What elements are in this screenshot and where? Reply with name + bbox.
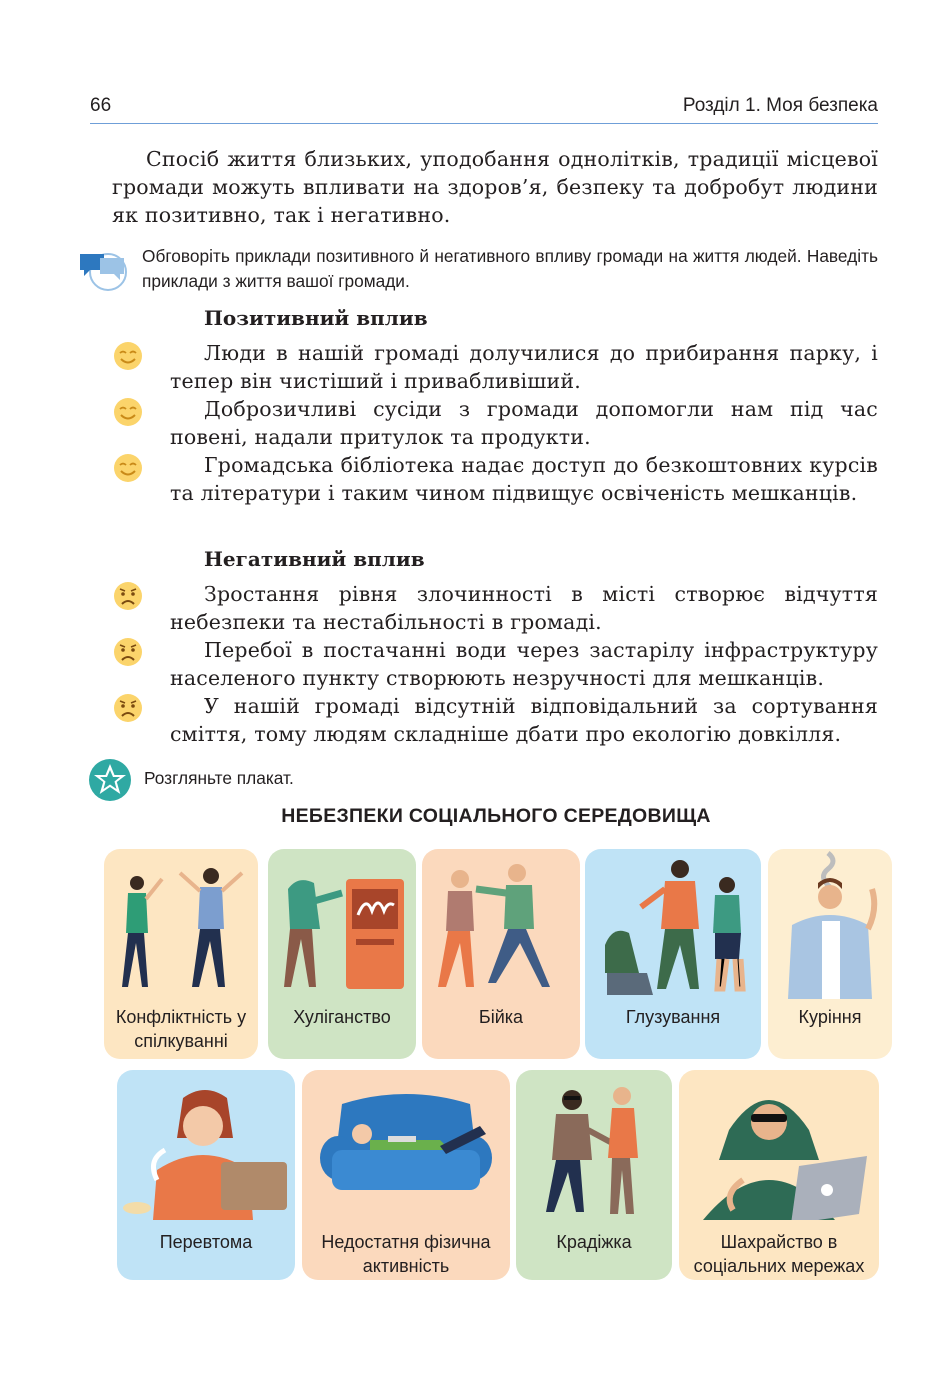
star-icon: [88, 758, 132, 802]
negative-heading: Негативний вплив: [204, 547, 425, 571]
vandalism-illustration: [268, 849, 416, 999]
intro-paragraph: Спосіб життя близьких, уподобання однолітків, традиції місцевої громади можуть впливати на здоров’я, безпеку та добробут людини як позитивно, так і негативно.: [112, 147, 878, 227]
card-label: Перевтома: [159, 1232, 253, 1252]
poster-card: [585, 849, 761, 1059]
discussion-prompt: Обговоріть приклади позитивного й негативного впливу громади на життя людей. Наведіть приклади з життя вашої громади.: [142, 246, 878, 291]
poster-card: [516, 1070, 672, 1280]
negative-item: Перебої в постачанні води через застарілу інфраструктуру населеного пункту створюють незручності для мешканців.: [170, 638, 878, 690]
fight-illustration: [422, 849, 580, 999]
poster-title: НЕБЕЗПЕКИ СОЦІАЛЬНОГО СЕРЕДОВИЩА: [281, 805, 711, 827]
pickpocket-illustration: [516, 1070, 672, 1220]
page-number: 66: [90, 95, 112, 116]
positive-item: Громадська бібліотека надає доступ до безкоштовних курсів та літератури і таким чином підвищує освіченість мешканців.: [170, 453, 878, 505]
smiling-face-icon: [112, 340, 144, 372]
positive-item: Доброзичливі сусіди з громади допомогли нам під час повені, надали притулок та продукти.: [170, 397, 878, 449]
worried-face-icon: [112, 580, 144, 612]
poster-card: [768, 849, 892, 1059]
chapter-title: Розділ 1. Моя безпека: [682, 95, 878, 116]
page-header: [90, 93, 878, 124]
worried-face-icon: [112, 636, 144, 668]
poster-card: [268, 849, 416, 1059]
positive-item: Люди в нашій громаді долучилися до прибирання парку, і тепер він чистіший і привабливіший.: [170, 341, 878, 393]
card-label: Куріння: [798, 1007, 862, 1027]
poster-card: [302, 1070, 510, 1280]
poster-card: [104, 849, 258, 1059]
mocking-illustration: [585, 849, 761, 999]
hacker-illustration: [679, 1070, 879, 1220]
tired-person-illustration: [117, 1070, 295, 1220]
task-instruction: Розгляньте плакат.: [144, 768, 294, 788]
card-label: Шахрайство в соціальних мережах: [693, 1232, 865, 1276]
card-label: Глузування: [625, 1007, 721, 1027]
smiling-face-icon: [112, 452, 144, 484]
card-label: Крадіжка: [556, 1232, 632, 1252]
card-label: Хуліганство: [293, 1007, 391, 1027]
speech-bubbles-icon: [78, 248, 128, 292]
poster-card: [117, 1070, 295, 1280]
negative-item: Зростання рівня злочинності в місті створює відчуття небезпеки та нестабільності в громаді.: [170, 582, 878, 634]
poster-card: [422, 849, 580, 1059]
worried-face-icon: [112, 692, 144, 724]
poster-card: [679, 1070, 879, 1280]
positive-heading: Позитивний вплив: [204, 306, 428, 330]
negative-item: У нашій громаді відсутній відповідальний за сортування сміття, тому людям складніше дбати про екологію довкілля.: [170, 694, 878, 746]
card-label: Бійка: [478, 1007, 524, 1027]
smoking-illustration: [768, 849, 892, 999]
card-label: Конфліктність у спілкуванні: [115, 1007, 247, 1051]
smiling-face-icon: [112, 396, 144, 428]
arguing-people-illustration: [104, 849, 258, 999]
couch-person-illustration: [302, 1070, 510, 1220]
card-label: Недостатня фізична активність: [321, 1232, 491, 1276]
